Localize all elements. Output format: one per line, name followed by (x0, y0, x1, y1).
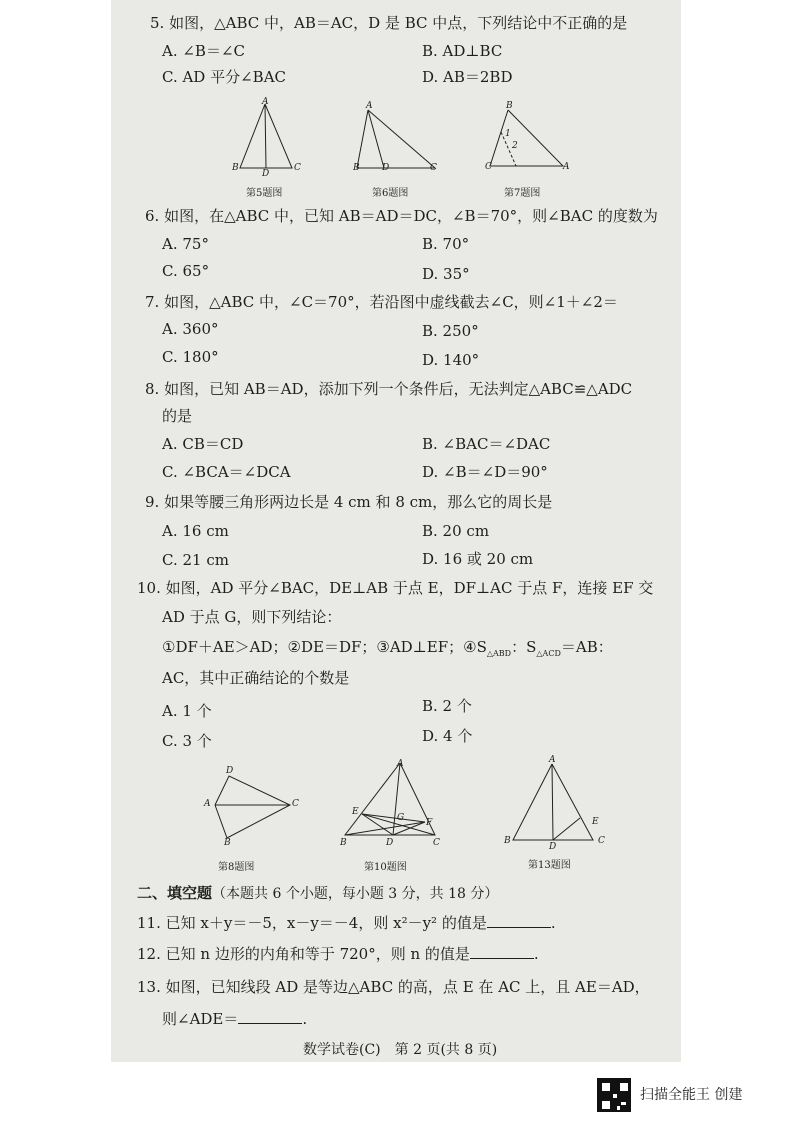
q5-option-c: C. AD 平分∠BAC (162, 68, 287, 86)
fig13-label-c: C (598, 836, 605, 846)
q10-conclusions-part1: ①DF＋AE＞AD；②DE＝DF；③AD⊥EF；④S (162, 638, 487, 656)
q12 (137, 944, 539, 964)
q13-line1: 13. 如图，已知线段 AD 是等边△ABC 的高，点 E 在 AC 上，且 AE＝AD， (137, 978, 650, 996)
q9-option-b: B. 20 cm (422, 522, 490, 540)
q9-option-a: A. 16 cm (162, 522, 229, 540)
q5-option-b: B. AD⊥BC (422, 42, 503, 60)
q6-option-c: C. 65° (162, 262, 210, 280)
q13-end: . (302, 1010, 308, 1028)
q11-text: 11. 已知 x＋y＝－5，x－y＝－4，则 x²－y² 的值是 (137, 914, 487, 932)
q12-text: 12. 已知 n 边形的内角和等于 720°，则 n 的值是 (137, 945, 470, 963)
fig7-label-c: C (485, 162, 492, 172)
q7-option-d: D. 140° (422, 351, 480, 369)
fig6-caption: 第6题图 (372, 188, 409, 199)
q5-option-a: A. ∠B＝∠C (162, 42, 246, 60)
fig13-label-d: D (549, 842, 557, 852)
q10-stem-line4: AC，其中正确结论的个数是 (162, 669, 350, 687)
fig7-label-b: B (506, 101, 513, 111)
q10-option-a: A. 1 个 (162, 702, 212, 720)
q10-stem-line1: 10. 如图，AD 平分∠BAC，DE⊥AB 于点 E，DF⊥AC 于点 F，连接 EF 交 (137, 579, 654, 597)
section-2-header (137, 883, 498, 904)
q11-answer-blank[interactable] (487, 913, 551, 928)
q10-conclusions-part2: ：S (511, 638, 537, 656)
fig6-label-c: C (430, 163, 437, 173)
qr-code-icon (597, 1078, 631, 1112)
q13-answer-blank[interactable] (238, 1009, 302, 1024)
scanner-watermark: 扫描全能王 创建 (640, 1087, 743, 1103)
q10-conclusions-part3: ＝AB： (560, 638, 613, 656)
figure-13 (505, 752, 605, 852)
fig10-label-g: G (397, 813, 405, 823)
q6-option-a: A. 75° (162, 235, 209, 253)
fig8-label-b: B (224, 838, 231, 848)
q10-subscript-acd: △ACD (536, 649, 561, 658)
q13-line2 (162, 1009, 307, 1029)
fig6-label-b: B (353, 163, 360, 173)
fig10-label-c: C (433, 838, 440, 848)
q7-option-b: B. 250° (422, 322, 479, 340)
q8-stem-line2: 的是 (162, 407, 193, 425)
q9-option-d: D. 16 或 20 cm (422, 550, 534, 568)
q10-option-b: B. 2 个 (422, 697, 472, 715)
section-2-title: 二、填空题 (137, 884, 213, 902)
fig10-caption: 第10题图 (364, 862, 407, 873)
q7-option-a: A. 360° (162, 320, 219, 338)
fig8-caption: 第8题图 (218, 862, 255, 873)
q10-conclusions (162, 637, 613, 664)
fig13-label-a: A (549, 755, 556, 765)
q6-option-d: D. 35° (422, 265, 470, 283)
q11 (137, 913, 556, 933)
q5-option-d: D. AB＝2BD (422, 68, 513, 86)
fig10-label-e: E (352, 807, 359, 817)
fig6-label-d: D (382, 163, 390, 173)
fig5-label-d: D (262, 169, 270, 179)
fig8-label-c: C (292, 799, 299, 809)
fig10-label-d: D (386, 838, 394, 848)
fig7-label-a: A (563, 162, 570, 172)
fig5-caption: 第5题图 (246, 188, 283, 199)
page-footer: 数学试卷(C) 第 2 页(共 8 页) (303, 1042, 498, 1058)
q10-subscript-abd: △ABD (486, 649, 512, 658)
fig5-label-a: A (262, 97, 269, 107)
q9-option-c: C. 21 cm (162, 551, 229, 569)
fig7-label-1: 1 (505, 129, 511, 139)
q8-option-d: D. ∠B＝∠D＝90° (422, 463, 548, 481)
q5-stem: 5. 如图，△ABC 中，AB＝AC，D 是 BC 中点，下列结论中不正确的是 (150, 14, 628, 32)
fig10-label-b: B (340, 838, 347, 848)
q8-option-b: B. ∠BAC＝∠DAC (422, 435, 551, 453)
fig13-label-e: E (592, 817, 599, 827)
fig6-label-a: A (366, 101, 373, 111)
q6-stem: 6. 如图，在△ABC 中，已知 AB＝AD＝DC，∠B＝70°，则∠BAC 的度数为 (145, 207, 658, 225)
fig13-caption: 第13题图 (528, 860, 571, 871)
q7-stem: 7. 如图，△ABC 中，∠C＝70°，若沿图中虚线截去∠C，则∠1＋∠2＝ (145, 293, 618, 311)
q9-stem: 9. 如果等腰三角形两边长是 4 cm 和 8 cm，那么它的周长是 (145, 493, 553, 511)
fig10-label-a: A (397, 759, 404, 769)
fig7-label-2: 2 (512, 141, 518, 151)
fig10-label-f: F (426, 818, 433, 828)
q7-option-c: C. 180° (162, 348, 219, 366)
q10-option-c: C. 3 个 (162, 732, 212, 750)
section-2-note: （本题共 6 个小题，每小题 3 分，共 18 分） (212, 886, 499, 902)
q8-option-a: A. CB＝CD (162, 435, 244, 453)
q10-option-d: D. 4 个 (422, 727, 473, 745)
q11-end: . (550, 914, 556, 932)
q12-end: . (533, 945, 539, 963)
q8-option-c: C. ∠BCA＝∠DCA (162, 463, 291, 481)
fig13-label-b: B (504, 836, 511, 846)
q6-option-b: B. 70° (422, 235, 470, 253)
fig5-label-b: B (232, 163, 239, 173)
q12-answer-blank[interactable] (470, 944, 534, 959)
fig7-caption: 第7题图 (504, 188, 541, 199)
q8-stem-line1: 8. 如图，已知 AB＝AD，添加下列一个条件后，无法判定△ABC≌△ADC (145, 380, 633, 398)
fig8-label-d: D (226, 766, 234, 776)
fig5-label-c: C (294, 163, 301, 173)
q13-text: 则∠ADE＝ (162, 1010, 239, 1028)
q10-stem-line2: AD 于点 G，则下列结论： (162, 608, 342, 626)
fig8-label-a: A (204, 799, 211, 809)
